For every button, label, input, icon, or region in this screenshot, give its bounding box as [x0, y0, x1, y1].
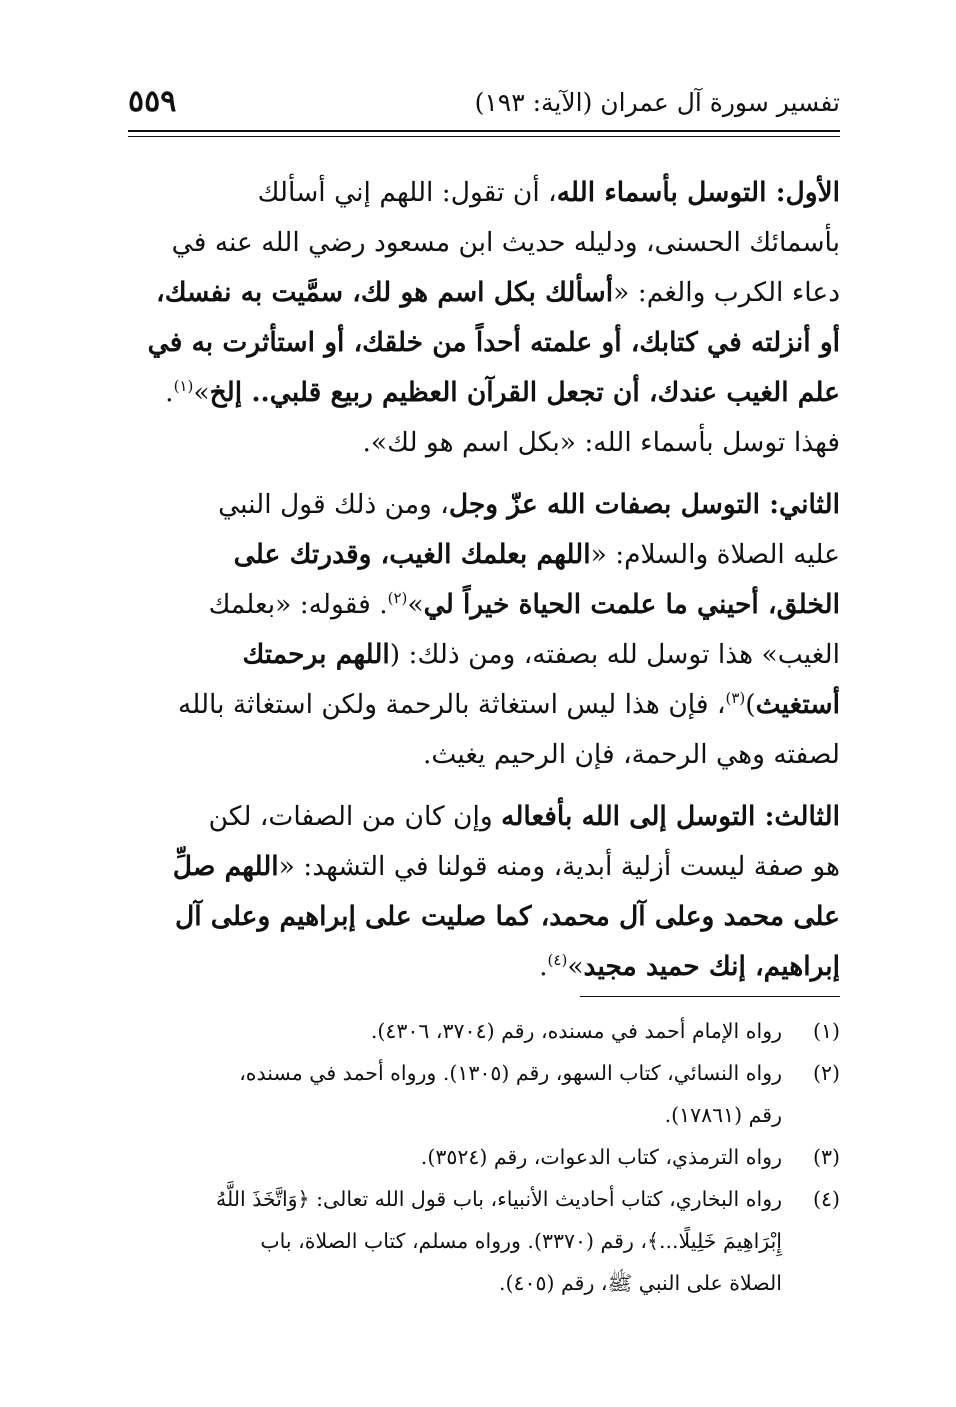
- text: الغيب» هذا توسل لله بصفته، ومن ذلك: (: [389, 639, 840, 670]
- footnote-number: (٣): [812, 1145, 840, 1169]
- text-line: [128, 168, 840, 218]
- header-rule-thin: [128, 136, 840, 137]
- text-line: [128, 580, 840, 630]
- text-line: [128, 630, 840, 680]
- footnote-number: (٤): [812, 1187, 840, 1211]
- text: هو صفة ليست أزلية أبدية، ومنه قولنا في التشهد: «: [278, 851, 840, 882]
- bold-text: أو أنزلته في كتابك، أو علمته أحداً من خلقك، أو استأثرت به في: [147, 327, 840, 358]
- bold-text: الأول: التوسل بأسماء الله: [556, 177, 840, 208]
- text-line: [128, 418, 840, 468]
- footnote-line: الصلاة على النبي ﷺ، رقم (٤٠٥).: [498, 1271, 782, 1295]
- text: عليه الصلاة والسلام: «: [590, 539, 840, 570]
- text: ، ومن ذلك قول النبي: [218, 489, 449, 520]
- bold-text: على محمد وعلى آل محمد، كما صليت على إبراهيم وعلى آل: [174, 901, 840, 932]
- text-line: [128, 480, 840, 530]
- text-line: [128, 318, 840, 368]
- footnote: [128, 1010, 840, 1052]
- text-line: [128, 942, 840, 992]
- bold-text: اللهم بعلمك الغيب، وقدرتك على: [233, 539, 591, 570]
- footnote: [128, 1136, 840, 1178]
- text: بأسمائك الحسنى، ودليله حديث ابن مسعود رضي الله عنه في: [171, 227, 840, 258]
- footnote-line: رقم (١٧٨٦١).: [664, 1103, 782, 1127]
- header-rule-thick: [128, 130, 840, 132]
- footnotes: [128, 1010, 840, 1304]
- text-line: [128, 842, 840, 892]
- bold-text: اللهم برحمتك: [242, 639, 390, 670]
- text: ، فإن هذا ليس استغاثة بالرحمة ولكن استغاثة بالله: [178, 689, 726, 720]
- page-number: ٥٥٩: [128, 84, 177, 119]
- bold-text: الثالث: التوسل إلى الله بأفعاله: [501, 801, 840, 832]
- text-line: [128, 730, 840, 780]
- text: »: [193, 377, 210, 408]
- page-header: [128, 84, 840, 128]
- footnote-number: (٢): [812, 1061, 840, 1085]
- footnote-line: إِبْرَاهِيمَ خَلِيلًا...﴾، رقم (٣٣٧٠). ورواه مسلم، كتاب الصلاة، باب: [260, 1229, 782, 1253]
- footnote: [128, 1052, 840, 1136]
- bold-text: علم الغيب عندك، أن تجعل القرآن العظيم ربيع قلبي.. إلخ: [209, 377, 840, 408]
- text-line: [128, 218, 840, 268]
- paragraph: [128, 480, 840, 780]
- text: .: [165, 377, 174, 408]
- bold-text: اللهم صلِّ: [172, 851, 279, 882]
- footnote-line: رواه النسائي، كتاب السهو، رقم (١٣٠٥). ورواه أحمد في مسنده،: [239, 1061, 782, 1085]
- bold-text: الخلق، أحيني ما علمت الحياة خيراً لي: [423, 589, 840, 620]
- running-title: تفسير سورة آل عمران (الآية: ١٩٣): [474, 88, 840, 117]
- text-line: [128, 680, 840, 730]
- footnote-line: رواه الإمام أحمد في مسنده، رقم (٣٧٠٤، ٤٣٠٦).: [370, 1019, 782, 1043]
- text: .: [539, 951, 548, 982]
- text: دعاء الكرب والغم: «: [613, 277, 840, 308]
- footnote-number: (١): [812, 1019, 840, 1043]
- footnote-ref: (٢): [387, 589, 408, 608]
- text-line: [128, 268, 840, 318]
- text-line: [128, 792, 840, 842]
- text: »: [567, 951, 584, 982]
- paragraph: [128, 792, 840, 992]
- footnote-ref: (٣): [725, 689, 746, 708]
- body-text: [128, 168, 840, 1004]
- text-line: [128, 530, 840, 580]
- bold-text: أستغيث: [755, 689, 840, 720]
- text: فهذا توسل بأسماء الله: «بكل اسم هو لك».: [362, 427, 840, 458]
- footnote-separator: [580, 996, 840, 997]
- bold-text: إبراهيم، إنك حميد مجيد: [583, 951, 840, 982]
- text: »: [407, 589, 424, 620]
- text-line: [128, 892, 840, 942]
- text: ، أن تقول: اللهم إني أسألك: [257, 177, 557, 208]
- text: لصفته وهي الرحمة، فإن الرحيم يغيث.: [422, 739, 840, 770]
- footnote-line: رواه الترمذي، كتاب الدعوات، رقم (٣٥٢٤).: [420, 1145, 782, 1169]
- bold-text: الثاني: التوسل بصفات الله عزّ وجل: [448, 489, 840, 520]
- bold-text: أسألك بكل اسم هو لك، سمَّيت به نفسك،: [156, 277, 614, 308]
- text: . فقوله: «بعلمك: [208, 589, 388, 620]
- text: ): [745, 689, 756, 720]
- footnote-ref: (٤): [547, 951, 568, 970]
- footnote-line: رواه البخاري، كتاب أحاديث الأنبياء، باب قول الله تعالى: ﴿وَاتَّخَذَ اللَّهُ: [216, 1187, 782, 1211]
- footnote: [128, 1178, 840, 1304]
- text: وإن كان من الصفات، لكن: [208, 801, 502, 832]
- footnote-ref: (١): [173, 377, 194, 396]
- paragraph: [128, 168, 840, 468]
- text-line: [128, 368, 840, 418]
